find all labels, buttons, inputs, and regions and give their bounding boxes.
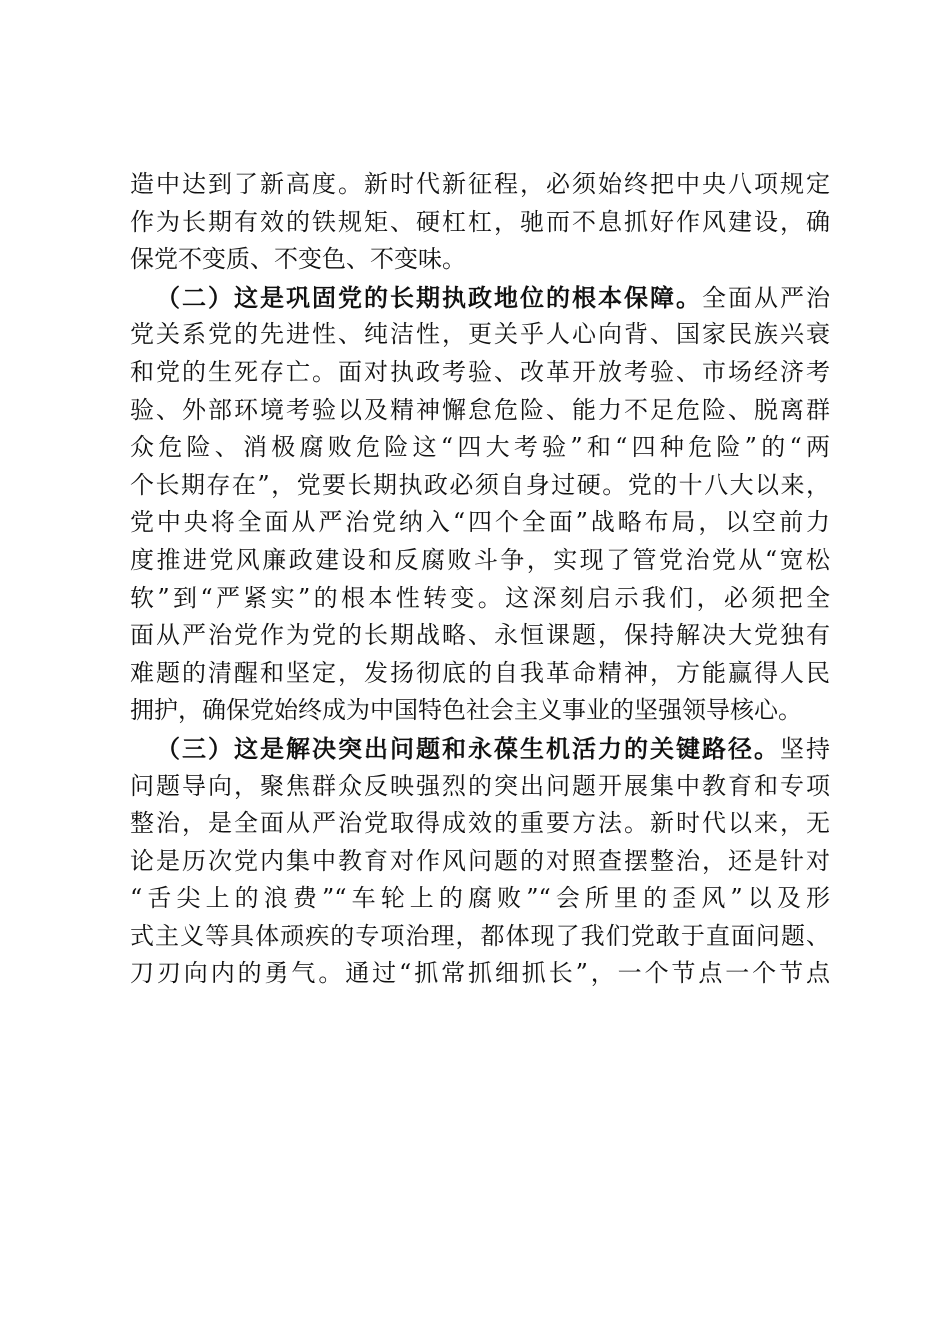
text-line: 保党不变质、不变色、不变味。 <box>130 245 466 274</box>
text-line: 面从严治党作为党的长期战略、永恒课题，保持解决大党独有 <box>130 621 830 650</box>
section-heading: （三）这是解决突出问题和永葆生机活力的关键路径。 <box>154 733 780 763</box>
text-line: 刀刃向内的勇气。通过“抓常抓细抓长”，一个节点一个节点 <box>130 959 830 988</box>
body-text <box>130 166 830 993</box>
text-line: 式主义等具体顽疾的专项治理，都体现了我们党敢于直面问题、 <box>130 921 830 950</box>
text-line: 拥护，确保党始终成为中国特色社会主义事业的坚强领导核心。 <box>130 696 802 725</box>
text-line: 众危险、消极腐败危险这“四大考验”和“四种危险”的“两 <box>130 433 830 462</box>
text-line: 整治，是全面从严治党取得成效的重要方法。新时代以来，无 <box>130 809 830 838</box>
paragraph-2 <box>130 279 830 730</box>
text-line: “舌尖上的浪费”“车轮上的腐败”“会所里的歪风”以及形 <box>130 884 830 913</box>
text-run: 坚持 <box>780 734 830 763</box>
text-line: 党关系党的先进性、纯洁性，更关乎人心向背、国家民族兴衰 <box>130 320 830 349</box>
text-line: 个长期存在”，党要长期执政必须自身过硬。党的十八大以来， <box>130 470 830 499</box>
section-heading: （二）这是巩固党的长期执政地位的根本保障。 <box>154 282 702 312</box>
text-line: 作为长期有效的铁规矩、硬杠杠，驰而不息抓好作风建设，确 <box>130 207 830 236</box>
text-line: 度推进党风廉政建设和反腐败斗争，实现了管党治党从“宽松 <box>130 545 830 574</box>
paragraph-first-line <box>130 730 830 768</box>
text-line: 问题导向，聚焦群众反映强烈的突出问题开展集中教育和专项 <box>130 771 830 800</box>
paragraph-1 <box>130 166 830 279</box>
text-line: 难题的清醒和坚定，发扬彻底的自我革命精神，方能赢得人民 <box>130 658 830 687</box>
text-line: 论是历次党内集中教育对作风问题的对照查摆整治，还是针对 <box>130 846 830 875</box>
text-run: 全面从严治 <box>702 283 830 312</box>
text-line: 党中央将全面从严治党纳入“四个全面”战略布局，以空前力 <box>130 508 830 537</box>
paragraph-first-line <box>130 279 830 317</box>
text-line: 软”到“严紧实”的根本性转变。这深刻启示我们，必须把全 <box>130 583 830 612</box>
text-line: 验、外部环境考验以及精神懈怠危险、能力不足危险、脱离群 <box>130 395 830 424</box>
paragraph-3 <box>130 730 830 993</box>
text-line: 和党的生死存亡。面对执政考验、改革开放考验、市场经济考 <box>130 357 830 386</box>
text-line: 造中达到了新高度。新时代新征程，必须始终把中央八项规定 <box>130 170 830 198</box>
